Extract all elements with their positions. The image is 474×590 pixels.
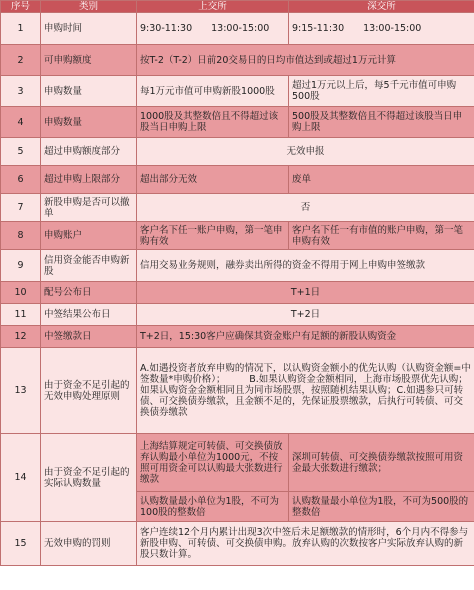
row-shanghai: 上海结算规定可转债、可交换债放弃认购最小单位为1000元，不按照可用资金可以认购最大张数进行缴款 [137, 434, 289, 492]
row-shanghai-2: 认购数量最小单位为1股，不可为100股的整数倍 [137, 492, 289, 522]
row-index: 9 [1, 250, 41, 282]
row-shenzhen: 深圳可转债、可交换债券缴款按照可用资金最大张数进行缴款； [289, 434, 474, 492]
row-merged: T+2日 [137, 304, 474, 326]
table-row [1, 304, 474, 326]
table-row [1, 348, 474, 434]
row-category: 申购账户 [41, 222, 137, 250]
row-shanghai: 客户名下任一账户申购，第一笔申购有效 [137, 222, 289, 250]
table-row [1, 326, 474, 348]
row-category: 由于资金不足引起的实际认购数量 [41, 434, 137, 522]
table-row [1, 434, 474, 492]
row-index: 11 [1, 304, 41, 326]
table-row [1, 45, 474, 76]
table-row [1, 166, 474, 194]
row-category: 配号公布日 [41, 282, 137, 304]
row-merged: A.如遇投资者放弃申购的情况下，以认购资金额小的优先认购（认购资金额=中签数量*申购价格）； B.如果认购资金金额相同，上海市场股票优先认购；如果认购资金金额相同且为同市场股票，按照随机结果认购；C.如遇参只可转债、可交换债券缴款，且金额不足的，先保证股票缴款，后执行可转债、可交换债券缴款 [137, 348, 474, 434]
row-category: 申购时间 [41, 13, 137, 45]
row-index: 13 [1, 348, 41, 434]
row-shanghai: 9:30-11:30 13:00-15:00 [137, 13, 289, 45]
table-row [1, 194, 474, 222]
row-merged: 无效申报 [137, 138, 474, 166]
table-row [1, 522, 474, 566]
table-row [1, 76, 474, 107]
row-shenzhen: 客户名下任一有市值的账户申购，第一笔申购有效 [289, 222, 474, 250]
row-shenzhen: 超过1万元以上后，每5千元市值可申购500股 [289, 76, 474, 107]
row-index: 15 [1, 522, 41, 566]
table-row [1, 107, 474, 138]
row-category: 超过申购额度部分 [41, 138, 137, 166]
row-category: 申购数量 [41, 107, 137, 138]
row-shenzhen: 9:15-11:30 13:00-15:00 [289, 13, 474, 45]
row-index: 7 [1, 194, 41, 222]
header-index: 序号 [1, 1, 41, 13]
row-shenzhen-2: 认购数量最小单位为1股，不可为500股的整数倍 [289, 492, 474, 522]
row-index: 5 [1, 138, 41, 166]
row-merged: 按T-2（T-2）日前20交易日的日均市值达到或超过1万元计算 [137, 45, 474, 76]
table-row [1, 138, 474, 166]
row-merged: 客户连续12个月内累计出现3次中签后未足额缴款的情形时，6个月内不得参与新股申购、可转债、可交换债申购。放弃认购的次数按客户实际放弃认购的新股只数计算。 [137, 522, 474, 566]
row-category: 无效申购的罚则 [41, 522, 137, 566]
row-category: 由于资金不足引起的无效申购处理原则 [41, 348, 137, 434]
row-category: 新股申购是否可以撤单 [41, 194, 137, 222]
row-index: 10 [1, 282, 41, 304]
row-merged: T+2日，15:30客户应确保其资金账户有足额的新股认购资金 [137, 326, 474, 348]
row-shenzhen: 废单 [289, 166, 474, 194]
row-category: 中签结果公布日 [41, 304, 137, 326]
row-shanghai: 每1万元市值可申购新股1000股 [137, 76, 289, 107]
header-shanghai: 上交所 [137, 1, 289, 13]
row-shanghai: 超出部分无效 [137, 166, 289, 194]
row-category: 中签缴款日 [41, 326, 137, 348]
table-row [1, 13, 474, 45]
row-merged: T+1日 [137, 282, 474, 304]
row-index: 4 [1, 107, 41, 138]
table-row [1, 282, 474, 304]
row-index: 12 [1, 326, 41, 348]
row-merged: 否 [137, 194, 474, 222]
row-merged: 信用交易业务规则，融券卖出所得的资金不得用于网上申购申签缴款 [137, 250, 474, 282]
header-shenzhen: 深交所 [289, 1, 474, 13]
row-category: 可申购额度 [41, 45, 137, 76]
table-row [1, 222, 474, 250]
row-index: 3 [1, 76, 41, 107]
row-index: 14 [1, 434, 41, 522]
table-header-row [1, 1, 474, 13]
row-index: 1 [1, 13, 41, 45]
row-index: 8 [1, 222, 41, 250]
row-shenzhen: 500股及其整数倍且不得超过该股当日申购上限 [289, 107, 474, 138]
table-row [1, 250, 474, 282]
header-category: 类别 [41, 1, 137, 13]
row-index: 6 [1, 166, 41, 194]
row-category: 超过申购上限部分 [41, 166, 137, 194]
row-index: 2 [1, 45, 41, 76]
row-shanghai: 1000股及其整数倍且不得超过该股当日申购上限 [137, 107, 289, 138]
row-category: 信用资金能否申购新股 [41, 250, 137, 282]
row-category: 申购数量 [41, 76, 137, 107]
